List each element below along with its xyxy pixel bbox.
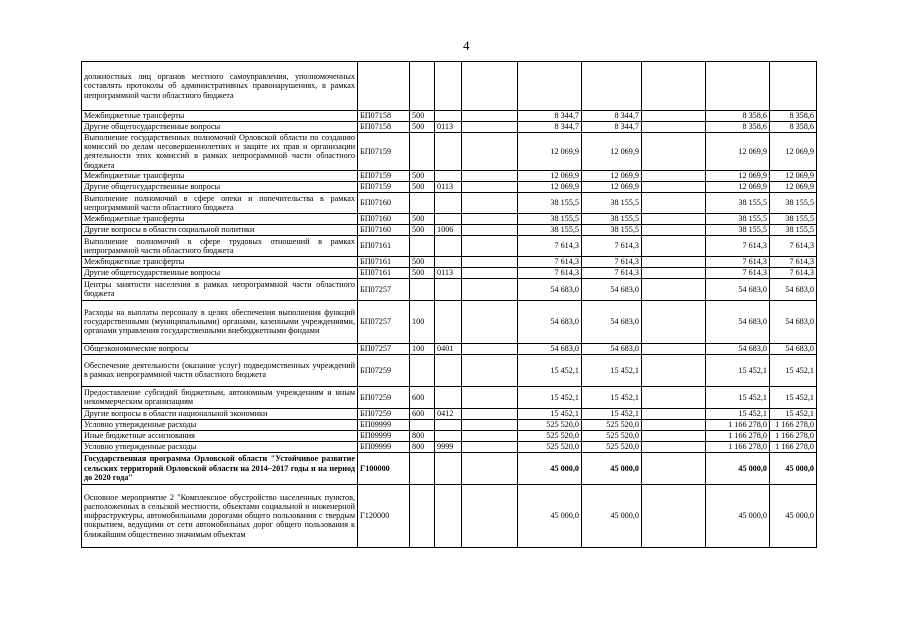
row-kcsr-cell: БП07160 (358, 224, 410, 235)
row-name-cell: Расходы на выплаты персоналу в целях обеспечения выполнения функций государственными (муниципальными) органами, казенными учреждениями, органами управления государственными внебюджетными фондами (82, 300, 358, 343)
row-name-cell: Межбюджетные трансферты (82, 170, 358, 181)
row-section-cell (435, 256, 462, 267)
row-value-1-cell: 12 069,9 (518, 133, 582, 171)
row-value-4-cell: 1 166 278,0 (770, 430, 817, 441)
row-value-1-cell: 15 452,1 (518, 354, 582, 386)
row-value-2-cell: 15 452,1 (582, 354, 642, 386)
row-kcsr-cell (358, 62, 410, 111)
row-kvr-cell (410, 235, 435, 256)
row-kvr-cell: 500 (410, 256, 435, 267)
row-value-3-cell: 1 166 278,0 (706, 419, 770, 430)
row-value-3-cell: 38 155,5 (706, 224, 770, 235)
empty-cell (642, 235, 706, 256)
row-section-cell: 1006 (435, 224, 462, 235)
row-kvr-cell: 500 (410, 181, 435, 192)
row-value-4-cell: 15 452,1 (770, 408, 817, 419)
row-value-3-cell: 12 069,9 (706, 170, 770, 181)
budget-table (81, 61, 817, 548)
row-kcsr-cell: БП07159 (358, 133, 410, 171)
row-value-4-cell: 12 069,9 (770, 133, 817, 171)
row-value-2-cell: 38 155,5 (582, 224, 642, 235)
table-row (82, 419, 817, 430)
empty-cell (642, 213, 706, 224)
row-kvr-cell: 100 (410, 300, 435, 343)
row-value-3-cell: 15 452,1 (706, 354, 770, 386)
table-row (82, 256, 817, 267)
row-kcsr-cell: Г120000 (358, 484, 410, 547)
row-value-1-cell: 54 683,0 (518, 278, 582, 300)
row-value-2-cell: 38 155,5 (582, 192, 642, 213)
page-number: 4 (463, 38, 470, 53)
empty-cell (462, 213, 518, 224)
table-row (82, 386, 817, 408)
row-section-cell (435, 300, 462, 343)
row-section-cell (435, 386, 462, 408)
row-value-3-cell: 54 683,0 (706, 343, 770, 354)
row-value-2-cell: 12 069,9 (582, 170, 642, 181)
table-row (82, 133, 817, 171)
row-value-3-cell (706, 62, 770, 111)
row-value-3-cell: 7 614,3 (706, 235, 770, 256)
row-value-2-cell: 54 683,0 (582, 278, 642, 300)
table-row (82, 354, 817, 386)
table-row (82, 484, 817, 547)
row-name-cell: Общеэкономические вопросы (82, 343, 358, 354)
row-value-1-cell: 525 520,0 (518, 441, 582, 452)
row-kvr-cell (410, 419, 435, 430)
row-section-cell: 0113 (435, 267, 462, 278)
row-kcsr-cell: БП07257 (358, 343, 410, 354)
row-name-cell: Другие вопросы в области национальной экономики (82, 408, 358, 419)
row-name-cell: Основное мероприятие 2 "Комплексное обустройство населенных пунктов, расположенных в сельской местности, объектами социальной и инженерной инфраструктуры, автомобильными дорогами общего пользования с твердым покрытием, ведущими от сети автомобильных дорог общего пользования к ближайшим общественно значимым объектам (82, 484, 358, 547)
row-name-cell: Другие общегосударственные вопросы (82, 122, 358, 133)
row-value-1-cell: 54 683,0 (518, 300, 582, 343)
empty-cell (642, 484, 706, 547)
row-value-1-cell (518, 62, 582, 111)
row-name-cell: Другие вопросы в области социальной политики (82, 224, 358, 235)
empty-cell (642, 343, 706, 354)
row-value-2-cell (582, 62, 642, 111)
row-value-3-cell: 7 614,3 (706, 267, 770, 278)
empty-cell (462, 235, 518, 256)
row-value-2-cell: 12 069,9 (582, 133, 642, 171)
empty-cell (642, 170, 706, 181)
row-kvr-cell (410, 452, 435, 484)
row-value-2-cell: 15 452,1 (582, 386, 642, 408)
empty-cell (642, 278, 706, 300)
row-kvr-cell: 500 (410, 224, 435, 235)
row-value-2-cell: 12 069,9 (582, 181, 642, 192)
row-name-cell: Межбюджетные трансферты (82, 213, 358, 224)
row-value-1-cell: 12 069,9 (518, 170, 582, 181)
row-value-3-cell: 12 069,9 (706, 133, 770, 171)
row-section-cell (435, 430, 462, 441)
row-section-cell (435, 111, 462, 122)
empty-cell (462, 192, 518, 213)
row-value-2-cell: 8 344,7 (582, 111, 642, 122)
empty-cell (462, 62, 518, 111)
row-value-1-cell: 15 452,1 (518, 386, 582, 408)
row-kcsr-cell: БП07257 (358, 278, 410, 300)
table-row (82, 62, 817, 111)
row-name-cell: Межбюджетные трансферты (82, 111, 358, 122)
row-value-4-cell: 7 614,3 (770, 235, 817, 256)
table-row (82, 181, 817, 192)
row-name-cell: Обеспечение деятельности (оказание услуг) подведомственных учреждений в рамках непрограммной части областного бюджета (82, 354, 358, 386)
row-value-4-cell: 12 069,9 (770, 181, 817, 192)
row-value-4-cell (770, 62, 817, 111)
row-value-2-cell: 54 683,0 (582, 300, 642, 343)
row-name-cell: Условно утвержденные расходы (82, 441, 358, 452)
row-section-cell (435, 213, 462, 224)
empty-cell (462, 170, 518, 181)
table-row (82, 170, 817, 181)
row-value-1-cell: 7 614,3 (518, 267, 582, 278)
row-value-4-cell: 12 069,9 (770, 170, 817, 181)
row-kcsr-cell: БП09999 (358, 419, 410, 430)
row-section-cell (435, 452, 462, 484)
row-value-1-cell: 8 344,7 (518, 122, 582, 133)
row-value-4-cell: 15 452,1 (770, 354, 817, 386)
table-row (82, 343, 817, 354)
row-value-4-cell: 8 358,6 (770, 122, 817, 133)
row-kcsr-cell: БП07161 (358, 256, 410, 267)
empty-cell (642, 111, 706, 122)
row-name-cell: Выполнение полномочий в сфере опеки и попечительства в рамках непрограммной части областного бюджета (82, 192, 358, 213)
row-value-1-cell: 38 155,5 (518, 213, 582, 224)
row-value-4-cell: 38 155,5 (770, 224, 817, 235)
row-kcsr-cell: БП07159 (358, 170, 410, 181)
empty-cell (642, 419, 706, 430)
table-row (82, 441, 817, 452)
empty-cell (462, 224, 518, 235)
row-kvr-cell: 500 (410, 111, 435, 122)
empty-cell (462, 343, 518, 354)
row-value-1-cell: 12 069,9 (518, 181, 582, 192)
empty-cell (642, 224, 706, 235)
row-section-cell (435, 235, 462, 256)
empty-cell (462, 256, 518, 267)
row-section-cell (435, 419, 462, 430)
row-value-3-cell: 15 452,1 (706, 408, 770, 419)
row-kvr-cell: 500 (410, 122, 435, 133)
row-section-cell (435, 354, 462, 386)
empty-cell (642, 267, 706, 278)
row-value-1-cell: 38 155,5 (518, 192, 582, 213)
row-value-4-cell: 54 683,0 (770, 343, 817, 354)
row-value-4-cell: 38 155,5 (770, 192, 817, 213)
empty-cell (642, 300, 706, 343)
row-name-cell: Другие общегосударственные вопросы (82, 181, 358, 192)
row-value-2-cell: 45 000,0 (582, 484, 642, 547)
empty-cell (462, 441, 518, 452)
row-value-1-cell: 54 683,0 (518, 343, 582, 354)
row-section-cell: 0113 (435, 181, 462, 192)
empty-cell (462, 133, 518, 171)
row-kvr-cell (410, 278, 435, 300)
row-value-1-cell: 8 344,7 (518, 111, 582, 122)
row-value-3-cell: 38 155,5 (706, 192, 770, 213)
row-value-2-cell: 8 344,7 (582, 122, 642, 133)
row-value-1-cell: 45 000,0 (518, 484, 582, 547)
row-section-cell (435, 133, 462, 171)
row-kcsr-cell: БП07259 (358, 386, 410, 408)
empty-cell (462, 111, 518, 122)
row-kvr-cell (410, 192, 435, 213)
row-value-3-cell: 1 166 278,0 (706, 430, 770, 441)
row-name-cell: Иные бюджетные ассигнования (82, 430, 358, 441)
row-value-4-cell: 54 683,0 (770, 278, 817, 300)
row-section-cell: 0401 (435, 343, 462, 354)
row-value-4-cell: 45 000,0 (770, 484, 817, 547)
table-row (82, 235, 817, 256)
empty-cell (642, 430, 706, 441)
row-kvr-cell: 600 (410, 386, 435, 408)
row-name-cell: Условно утвержденные расходы (82, 419, 358, 430)
empty-cell (462, 484, 518, 547)
row-value-3-cell: 54 683,0 (706, 300, 770, 343)
row-value-3-cell: 8 358,6 (706, 111, 770, 122)
row-value-3-cell: 1 166 278,0 (706, 441, 770, 452)
row-value-1-cell: 525 520,0 (518, 430, 582, 441)
empty-cell (642, 354, 706, 386)
table-row (82, 300, 817, 343)
row-kvr-cell: 500 (410, 170, 435, 181)
row-kcsr-cell: БП07158 (358, 122, 410, 133)
table-row (82, 452, 817, 484)
empty-cell (462, 419, 518, 430)
empty-cell (462, 300, 518, 343)
row-kcsr-cell: БП07259 (358, 408, 410, 419)
row-value-3-cell: 45 000,0 (706, 452, 770, 484)
row-section-cell: 0113 (435, 122, 462, 133)
row-name-cell: Центры занятости населения в рамках непрограммной части областного бюджета (82, 278, 358, 300)
row-value-4-cell: 8 358,6 (770, 111, 817, 122)
row-name-cell: Государственная программа Орловской области "Устойчивое развитие сельских территорий Орловской области на 2014–2017 годы и на период до 2020 года" (82, 452, 358, 484)
row-kvr-cell: 100 (410, 343, 435, 354)
row-kcsr-cell: БП07161 (358, 235, 410, 256)
row-value-2-cell: 525 520,0 (582, 441, 642, 452)
empty-cell (642, 62, 706, 111)
row-value-4-cell: 1 166 278,0 (770, 419, 817, 430)
empty-cell (642, 192, 706, 213)
row-section-cell (435, 484, 462, 547)
table-row (82, 267, 817, 278)
empty-cell (462, 267, 518, 278)
table-row (82, 224, 817, 235)
row-value-1-cell: 525 520,0 (518, 419, 582, 430)
row-kcsr-cell: БП07257 (358, 300, 410, 343)
empty-cell (462, 181, 518, 192)
row-value-2-cell: 45 000,0 (582, 452, 642, 484)
row-section-cell (435, 278, 462, 300)
empty-cell (462, 430, 518, 441)
empty-cell (642, 441, 706, 452)
empty-cell (642, 452, 706, 484)
table-row (82, 122, 817, 133)
row-name-cell: Межбюджетные трансферты (82, 256, 358, 267)
row-value-3-cell: 7 614,3 (706, 256, 770, 267)
row-kcsr-cell: БП07160 (358, 213, 410, 224)
row-value-3-cell: 12 069,9 (706, 181, 770, 192)
table-row (82, 278, 817, 300)
row-value-1-cell: 15 452,1 (518, 408, 582, 419)
empty-cell (462, 354, 518, 386)
row-value-4-cell: 54 683,0 (770, 300, 817, 343)
row-kvr-cell (410, 354, 435, 386)
row-name-cell: Предоставление субсидий бюджетным, автономным учреждениям и иным некоммерческим организациям (82, 386, 358, 408)
row-kcsr-cell: БП07161 (358, 267, 410, 278)
row-kcsr-cell: БП09999 (358, 441, 410, 452)
row-name-cell: должностных лиц органов местного самоуправления, уполномоченных составлять протоколы об административных правонарушениях, в рамках непрограммной части областного бюджета (82, 62, 358, 111)
row-kvr-cell (410, 484, 435, 547)
row-value-2-cell: 7 614,3 (582, 256, 642, 267)
row-section-cell (435, 192, 462, 213)
row-value-2-cell: 7 614,3 (582, 235, 642, 256)
row-value-1-cell: 7 614,3 (518, 235, 582, 256)
row-value-2-cell: 525 520,0 (582, 430, 642, 441)
row-section-cell: 0412 (435, 408, 462, 419)
row-value-2-cell: 525 520,0 (582, 419, 642, 430)
row-value-4-cell: 15 452,1 (770, 386, 817, 408)
row-value-2-cell: 38 155,5 (582, 213, 642, 224)
row-value-2-cell: 54 683,0 (582, 343, 642, 354)
row-kvr-cell: 800 (410, 430, 435, 441)
empty-cell (462, 386, 518, 408)
row-section-cell (435, 170, 462, 181)
table-row (82, 430, 817, 441)
row-kvr-cell: 600 (410, 408, 435, 419)
row-kcsr-cell: БП07158 (358, 111, 410, 122)
empty-cell (462, 452, 518, 484)
row-kvr-cell: 500 (410, 267, 435, 278)
row-value-2-cell: 15 452,1 (582, 408, 642, 419)
row-kvr-cell (410, 133, 435, 171)
row-value-4-cell: 1 166 278,0 (770, 441, 817, 452)
empty-cell (462, 278, 518, 300)
empty-cell (642, 386, 706, 408)
empty-cell (642, 122, 706, 133)
table-body (82, 62, 817, 548)
row-name-cell: Выполнение полномочий в сфере трудовых отношений в рамках непрограммной части областного бюджета (82, 235, 358, 256)
empty-cell (642, 181, 706, 192)
row-value-4-cell: 7 614,3 (770, 267, 817, 278)
row-kcsr-cell: БП07160 (358, 192, 410, 213)
empty-cell (642, 133, 706, 171)
row-name-cell: Другие общегосударственные вопросы (82, 267, 358, 278)
row-section-cell: 9999 (435, 441, 462, 452)
empty-cell (642, 256, 706, 267)
row-value-1-cell: 38 155,5 (518, 224, 582, 235)
row-value-2-cell: 7 614,3 (582, 267, 642, 278)
row-kvr-cell (410, 62, 435, 111)
table-row (82, 192, 817, 213)
row-section-cell (435, 62, 462, 111)
row-kvr-cell: 800 (410, 441, 435, 452)
table-row (82, 213, 817, 224)
row-value-1-cell: 45 000,0 (518, 452, 582, 484)
row-value-4-cell: 45 000,0 (770, 452, 817, 484)
table-row (82, 408, 817, 419)
row-kvr-cell: 500 (410, 213, 435, 224)
row-kcsr-cell: БП07159 (358, 181, 410, 192)
row-kcsr-cell: БП09999 (358, 430, 410, 441)
row-value-4-cell: 38 155,5 (770, 213, 817, 224)
row-value-3-cell: 54 683,0 (706, 278, 770, 300)
row-value-3-cell: 38 155,5 (706, 213, 770, 224)
row-value-3-cell: 8 358,6 (706, 122, 770, 133)
empty-cell (462, 408, 518, 419)
row-value-3-cell: 45 000,0 (706, 484, 770, 547)
empty-cell (462, 122, 518, 133)
row-kcsr-cell: Г100000 (358, 452, 410, 484)
row-name-cell: Выполнение государственных полномочий Орловской области по созданию комиссий по делам несовершеннолетних и защите их прав и организации деятельности этих комиссий в рамках непрограммной части областного бюджета (82, 133, 358, 171)
row-value-3-cell: 15 452,1 (706, 386, 770, 408)
empty-cell (642, 408, 706, 419)
row-value-1-cell: 7 614,3 (518, 256, 582, 267)
row-kcsr-cell: БП07259 (358, 354, 410, 386)
table-row (82, 111, 817, 122)
row-value-4-cell: 7 614,3 (770, 256, 817, 267)
